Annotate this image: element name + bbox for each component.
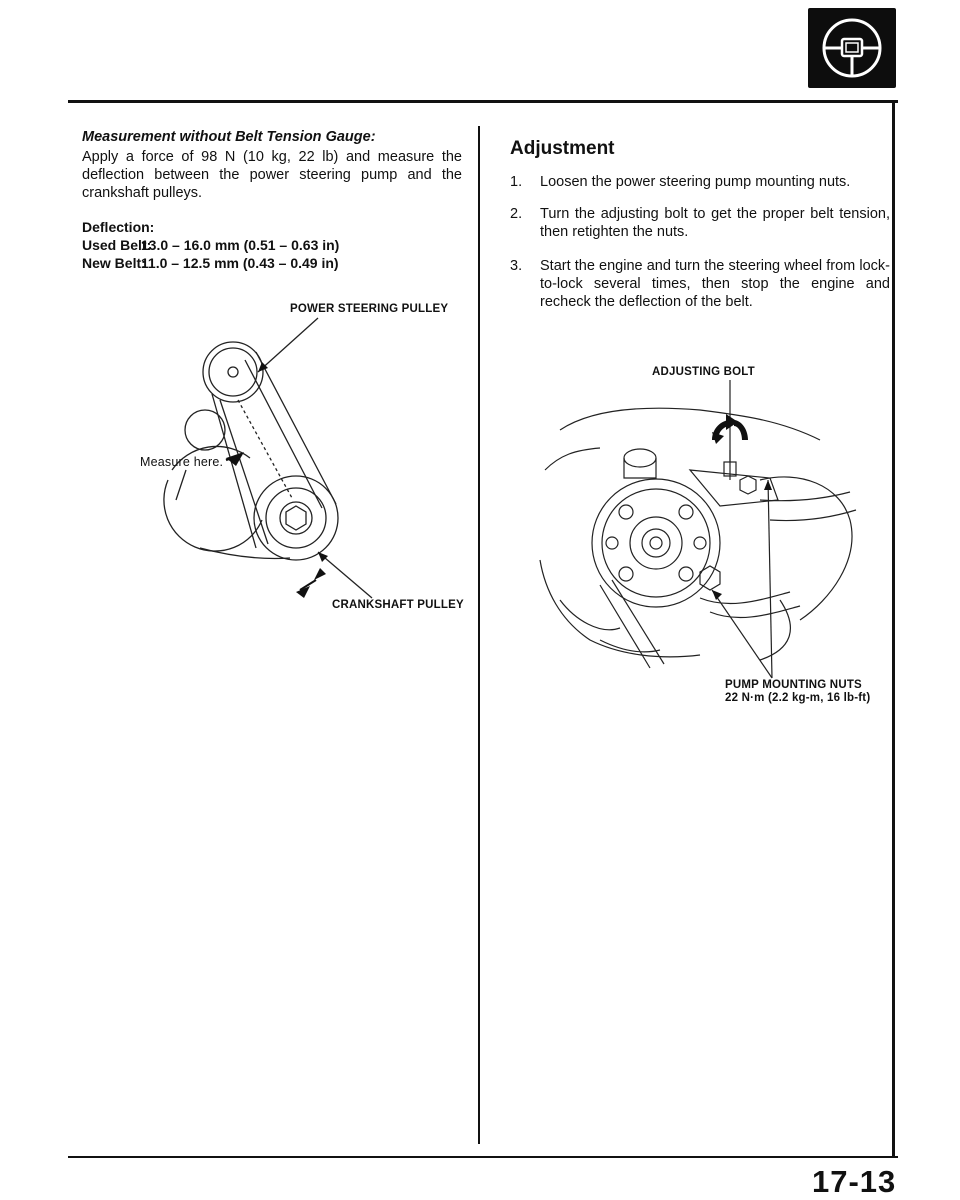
measure-here-label: Measure here. bbox=[140, 455, 224, 469]
new-belt-label: New Belt: bbox=[82, 255, 146, 271]
used-belt-label: Used Belt: bbox=[82, 237, 152, 253]
power-steering-pulley-label: POWER STEERING PULLEY bbox=[290, 303, 449, 315]
bottom-rule bbox=[68, 1156, 898, 1158]
deflection-label: Deflection: bbox=[82, 219, 155, 235]
page-number: 17-13 bbox=[812, 1164, 897, 1199]
used-belt-value: 13.0 – 16.0 mm (0.51 – 0.63 in) bbox=[140, 237, 340, 253]
pump-mounting-nuts-label: PUMP MOUNTING NUTS bbox=[725, 679, 862, 691]
crankshaft-pulley-label: CRANKSHAFT PULLEY bbox=[332, 599, 464, 611]
measurement-heading: Measurement without Belt Tension Gauge: bbox=[82, 129, 376, 145]
step-text: Start the engine and turn the steering wheel from lock-to-lock several times, then stop the engine and recheck the deflection of the belt. bbox=[540, 258, 890, 310]
step-number: 3. bbox=[510, 258, 523, 274]
step-number: 2. bbox=[510, 206, 523, 222]
adjustment-heading: Adjustment bbox=[510, 138, 615, 159]
adjusting-bolt-label: ADJUSTING BOLT bbox=[652, 366, 755, 378]
step-number: 1. bbox=[510, 174, 523, 190]
measurement-instructions: Apply a force of 98 N (10 kg, 22 lb) and measure the deflection between the power steering pump and the crankshaft pulleys. bbox=[82, 149, 462, 201]
pump-nuts-torque-spec: 22 N·m (2.2 kg-m, 16 lb-ft) bbox=[725, 692, 871, 704]
step-text: Turn the adjusting bolt to get the proper belt tension, then retighten the nuts. bbox=[540, 206, 890, 240]
step-text: Loosen the power steering pump mounting nuts. bbox=[540, 174, 851, 190]
new-belt-value: 11.0 – 12.5 mm (0.43 – 0.49 in) bbox=[140, 255, 339, 271]
